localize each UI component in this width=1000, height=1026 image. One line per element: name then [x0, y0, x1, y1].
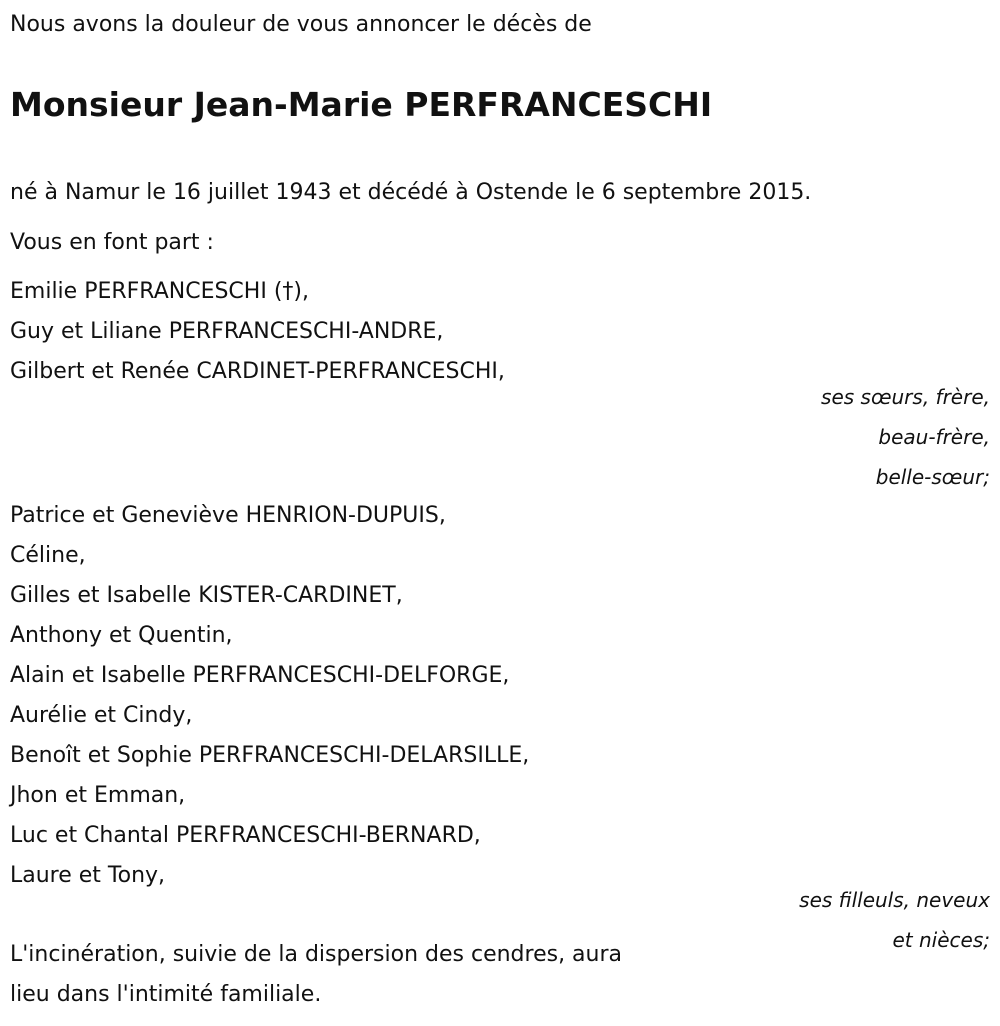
list-item: Céline,	[10, 543, 86, 568]
birth-death-text: né à Namur le 16 juillet 1943 et décédé à Ostende le 6 septembre 2015.	[10, 180, 812, 205]
relation-label: ses sœurs, frère,	[821, 385, 990, 409]
list-item: Alain et Isabelle PERFRANCESCHI-DELFORGE,	[10, 663, 510, 688]
list-item: Gilbert et Renée CARDINET-PERFRANCESCHI,	[10, 359, 505, 384]
relation-label: belle-sœur;	[875, 465, 990, 489]
announce-text: Vous en font part :	[10, 230, 214, 255]
intro-text: Nous avons la douleur de vous annoncer le décès de	[10, 12, 592, 37]
list-item: Luc et Chantal PERFRANCESCHI-BERNARD,	[10, 823, 481, 848]
list-item: Gilles et Isabelle KISTER-CARDINET,	[10, 583, 403, 608]
relation-label: beau-frère,	[878, 425, 990, 449]
closing-line: L'incinération, suivie de la dispersion des cendres, aura	[10, 942, 623, 967]
deceased-name: Monsieur Jean-Marie PERFRANCESCHI	[10, 85, 713, 124]
list-item: Patrice et Geneviève HENRION-DUPUIS,	[10, 503, 446, 528]
list-item: Jhon et Emman,	[10, 783, 186, 808]
list-item: Aurélie et Cindy,	[10, 703, 193, 728]
list-item: Benoît et Sophie PERFRANCESCHI-DELARSILLE,	[10, 743, 530, 768]
list-item: Guy et Liliane PERFRANCESCHI-ANDRE,	[10, 319, 444, 344]
relation-label: et nièces;	[892, 928, 990, 952]
relation-label: ses filleuls, neveux	[799, 888, 990, 912]
list-item: Laure et Tony,	[10, 863, 166, 888]
list-item: Emilie PERFRANCESCHI (†),	[10, 279, 309, 304]
closing-line: lieu dans l'intimité familiale.	[10, 982, 322, 1007]
list-item: Anthony et Quentin,	[10, 623, 233, 648]
